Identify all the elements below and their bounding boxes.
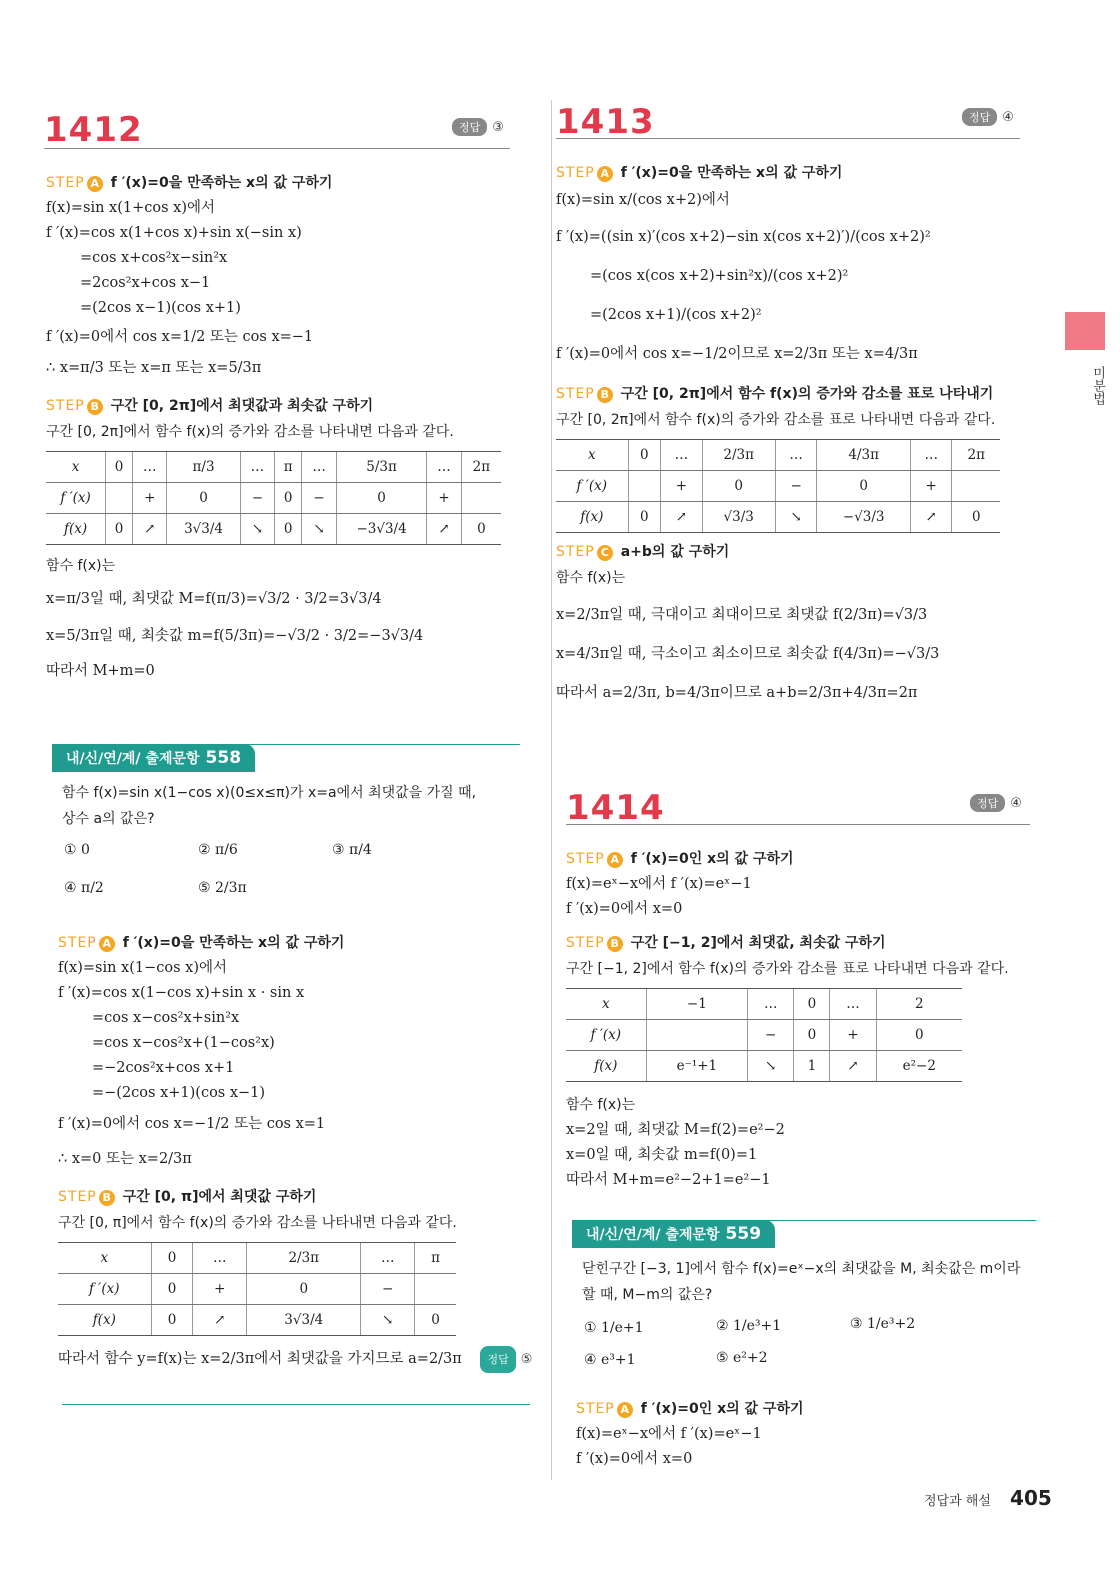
question-558 <box>62 780 522 832</box>
step-a <box>576 1398 1036 1418</box>
table-cell: ↘ <box>240 514 274 545</box>
question-text: 할 때, M−m의 값은? <box>582 1287 713 1303</box>
table-cell: + <box>193 1274 247 1305</box>
table-cell: + <box>133 483 167 514</box>
table-cell: − <box>240 483 274 514</box>
math-line: =(cos x(cos x+2)+sin²x)/(cos x+2)² <box>590 268 849 284</box>
column-divider <box>551 100 552 1480</box>
choice: ④ π/2 <box>64 880 104 896</box>
math-line: 따라서 M+m=0 <box>46 663 155 679</box>
step-letter-icon: A <box>99 936 115 952</box>
table-cell: ↗ <box>830 1051 876 1082</box>
step-label: STEP <box>566 851 605 867</box>
table-cell: 1 <box>794 1051 830 1082</box>
table-cell: 0 <box>106 452 133 483</box>
text-line: 함수 f(x)는 <box>556 570 626 586</box>
text-line: 함수 f(x)는 <box>46 558 116 574</box>
step-label: STEP <box>576 1401 615 1417</box>
step-title: 구간 [0, 2π]에서 최댓값과 최솟값 구하기 <box>110 398 374 414</box>
math-line: f(x)=eˣ−x에서 f ′(x)=eˣ−1 <box>576 1426 762 1442</box>
page-footer <box>924 1486 1052 1510</box>
math-line: =cos x+cos²x−sin²x <box>80 250 228 266</box>
answer-badge: 정답 ④ <box>970 794 1022 812</box>
solution-1412 <box>46 166 516 684</box>
question-text: 상수 a의 값은? <box>62 811 155 827</box>
increase-decrease-table <box>46 451 501 545</box>
table-cell: x <box>556 440 628 471</box>
math-line: =cos x−cos²x+sin²x <box>92 1010 240 1026</box>
table-cell: 0 <box>247 1274 361 1305</box>
choice: ④ e³+1 <box>584 1352 636 1368</box>
answer-badge: 정답 ③ <box>452 118 504 136</box>
math-line: =cos x−cos²x+(1−cos²x) <box>92 1035 275 1051</box>
table-cell: 2 <box>876 989 962 1020</box>
table-cell: 0 <box>628 502 661 533</box>
increase-decrease-table <box>556 439 1000 533</box>
table-cell: 4/3π <box>817 440 911 471</box>
step-b <box>58 1186 528 1206</box>
math-line: f ′(x)=0에서 x=0 <box>566 901 683 917</box>
step-title: 구간 [−1, 2]에서 최댓값, 최솟값 구하기 <box>630 935 886 951</box>
table-cell: f(x) <box>46 514 106 545</box>
math-line: f(x)=sin x(1+cos x)에서 <box>46 200 215 216</box>
step-label: STEP <box>46 175 85 191</box>
table-cell: … <box>427 452 461 483</box>
step-label: STEP <box>46 398 85 414</box>
footer-label: 정답과 해설 <box>924 1494 991 1509</box>
table-cell: 0 <box>794 989 830 1020</box>
table-cell: f ′(x) <box>566 1020 646 1051</box>
table-cell: ↘ <box>302 514 336 545</box>
problem-number: 1414 <box>566 788 665 828</box>
table-cell: … <box>910 440 952 471</box>
step-b <box>556 383 1026 403</box>
table-cell: 0 <box>794 1020 830 1051</box>
table-cell: f(x) <box>58 1305 151 1336</box>
table-cell: π/3 <box>167 452 240 483</box>
table-cell: 2π <box>952 440 1000 471</box>
math-line: f ′(x)=cos x(1−cos x)+sin x · sin x <box>58 985 305 1001</box>
step-title: 구간 [0, 2π]에서 함수 f(x)의 증가와 감소를 표로 나타내기 <box>620 386 994 402</box>
math-line: f ′(x)=0에서 cos x=1/2 또는 cos x=−1 <box>46 329 314 345</box>
table-cell: 0 <box>876 1020 962 1051</box>
table-cell: 0 <box>167 483 240 514</box>
related-question-banner: 내/신/연/계/ 출제문항 559 <box>572 1220 775 1248</box>
table-cell: + <box>661 471 703 502</box>
table-cell: − <box>302 483 336 514</box>
solution-558 <box>58 926 533 1373</box>
table-cell: f(x) <box>566 1051 646 1082</box>
step-letter-icon: B <box>99 1190 115 1206</box>
math-line: x=2일 때, 최댓값 M=f(2)=e²−2 <box>566 1122 785 1138</box>
step-title: f ′(x)=0을 만족하는 x의 값 구하기 <box>110 175 333 191</box>
choice: ① 1/e+1 <box>584 1320 644 1336</box>
step-b <box>566 932 1036 952</box>
table-cell: 0 <box>336 483 427 514</box>
step-label: STEP <box>566 935 605 951</box>
page-number: 405 <box>1010 1486 1052 1510</box>
table-cell: 0 <box>461 514 501 545</box>
math-line: f ′(x)=0에서 cos x=−1/2 또는 cos x=1 <box>58 1116 326 1132</box>
table-cell: e⁻¹+1 <box>646 1051 748 1082</box>
math-line: ∴ x=0 또는 x=2/3π <box>58 1151 192 1167</box>
table-cell: 2/3π <box>702 440 775 471</box>
increase-decrease-table <box>58 1242 456 1336</box>
table-cell: 0 <box>151 1274 193 1305</box>
table-intro: 구간 [0, π]에서 함수 f(x)의 증가와 감소를 나타내면 다음과 같다. <box>58 1215 457 1231</box>
table-cell: ↘ <box>748 1051 794 1082</box>
table-cell <box>415 1274 456 1305</box>
step-letter-icon: B <box>597 387 613 403</box>
step-letter-icon: A <box>607 852 623 868</box>
table-cell: 2/3π <box>247 1243 361 1274</box>
table-cell: … <box>240 452 274 483</box>
table-cell: ↘ <box>361 1305 415 1336</box>
table-cell: −3√3/4 <box>336 514 427 545</box>
table-cell: 0 <box>151 1305 193 1336</box>
table-cell: ↗ <box>193 1305 247 1336</box>
table-cell: f ′(x) <box>46 483 106 514</box>
table-cell: 0 <box>702 471 775 502</box>
table-cell: + <box>427 483 461 514</box>
table-cell: π <box>275 452 302 483</box>
table-cell: ↗ <box>910 502 952 533</box>
table-cell <box>646 1020 748 1051</box>
problem-number: 1412 <box>44 110 143 150</box>
step-label: STEP <box>58 935 97 951</box>
math-line: f ′(x)=0에서 x=0 <box>576 1451 693 1467</box>
choice: ③ π/4 <box>332 842 372 858</box>
problem-number: 1413 <box>556 102 655 142</box>
math-line: f ′(x)=0에서 cos x=−1/2이므로 x=2/3π 또는 x=4/3π <box>556 346 918 362</box>
math-line: 따라서 a=2/3π, b=4/3π이므로 a+b=2/3π+4/3π=2π <box>556 685 918 701</box>
step-a <box>58 932 528 952</box>
table-cell: … <box>775 440 817 471</box>
table-cell: … <box>193 1243 247 1274</box>
table-cell <box>628 471 661 502</box>
math-line: f ′(x)=((sin x)′(cos x+2)−sin x(cos x+2)′)/(cos x+2)² <box>556 229 931 245</box>
math-line: x=2/3π일 때, 극대이고 최대이므로 최댓값 f(2/3π)=√3/3 <box>556 607 928 623</box>
math-line: =(2cos x+1)/(cos x+2)² <box>590 307 762 323</box>
choice: ⑤ 2/3π <box>198 880 247 896</box>
math-line: f ′(x)=cos x(1+cos x)+sin x(−sin x) <box>46 225 302 241</box>
table-cell: π <box>415 1243 456 1274</box>
table-intro: 구간 [−1, 2]에서 함수 f(x)의 증가와 감소를 표로 나타내면 다음과 같다. <box>566 961 1009 977</box>
math-line: =2cos²x+cos x−1 <box>80 275 211 291</box>
step-label: STEP <box>58 1189 97 1205</box>
step-label: STEP <box>556 544 595 560</box>
math-line: =−(2cos x+1)(cos x−1) <box>92 1085 266 1101</box>
solution-1413 <box>556 156 1026 706</box>
table-cell: √3/3 <box>702 502 775 533</box>
table-cell: … <box>302 452 336 483</box>
increase-decrease-table <box>566 988 962 1082</box>
table-cell: 3√3/4 <box>167 514 240 545</box>
table-cell: … <box>830 989 876 1020</box>
math-line: x=4/3π일 때, 극소이고 최소이므로 최솟값 f(4/3π)=−√3/3 <box>556 646 940 662</box>
table-cell: … <box>661 440 703 471</box>
step-title: f ′(x)=0인 x의 값 구하기 <box>630 851 794 867</box>
math-line: x=0일 때, 최솟값 m=f(0)=1 <box>566 1147 758 1163</box>
table-cell <box>106 483 133 514</box>
step-title: a+b의 값 구하기 <box>620 544 730 560</box>
step-a <box>46 172 516 192</box>
step-letter-icon: A <box>617 1402 633 1418</box>
step-title: f ′(x)=0을 만족하는 x의 값 구하기 <box>122 935 345 951</box>
table-cell: x <box>566 989 646 1020</box>
table-cell: … <box>748 989 794 1020</box>
table-cell: 0 <box>151 1243 193 1274</box>
table-cell: … <box>361 1243 415 1274</box>
table-cell: 5/3π <box>336 452 427 483</box>
step-title: 구간 [0, π]에서 최댓값 구하기 <box>122 1189 317 1205</box>
step-b <box>46 395 516 415</box>
math-line: ∴ x=π/3 또는 x=π 또는 x=5/3π <box>46 360 262 376</box>
math-line: f(x)=sin x/(cos x+2)에서 <box>556 192 730 208</box>
table-cell: ↗ <box>427 514 461 545</box>
text-line: 함수 f(x)는 <box>566 1097 636 1113</box>
table-cell <box>952 471 1000 502</box>
table-cell: 0 <box>275 483 302 514</box>
math-line: =(2cos x−1)(cos x+1) <box>80 300 241 316</box>
step-label: STEP <box>556 165 595 181</box>
table-cell: + <box>830 1020 876 1051</box>
section-end-rule <box>62 1404 530 1405</box>
choice: ⑤ e²+2 <box>716 1350 768 1366</box>
step-a <box>556 162 1026 182</box>
choice: ② π/6 <box>198 842 238 858</box>
table-cell: − <box>775 471 817 502</box>
table-intro: 구간 [0, 2π]에서 함수 f(x)의 증가와 감소를 나타내면 다음과 같다. <box>46 424 454 440</box>
math-line: =−2cos²x+cos x+1 <box>92 1060 235 1076</box>
table-cell: f(x) <box>556 502 628 533</box>
choice: ① 0 <box>64 842 90 858</box>
step-letter-icon: A <box>87 176 103 192</box>
table-cell: x <box>58 1243 151 1274</box>
math-line: 따라서 M+m=e²−2+1=e²−1 <box>566 1172 771 1188</box>
table-cell: 3√3/4 <box>247 1305 361 1336</box>
table-cell: e²−2 <box>876 1051 962 1082</box>
banner-rule <box>52 744 520 745</box>
question-text: 닫힌구간 [−3, 1]에서 함수 f(x)=eˣ−x의 최댓값을 M, 최솟값은 m이라 <box>582 1261 1021 1277</box>
math-line: x=5/3π일 때, 최솟값 m=f(5/3π)=−√3/2 · 3/2=−3√3/4 <box>46 628 424 644</box>
table-cell: ↘ <box>775 502 817 533</box>
math-line: f(x)=eˣ−x에서 f ′(x)=eˣ−1 <box>566 876 752 892</box>
table-cell: − <box>361 1274 415 1305</box>
question-559 <box>582 1256 1042 1308</box>
table-cell: x <box>46 452 106 483</box>
table-cell: 0 <box>628 440 661 471</box>
math-line: f(x)=sin x(1−cos x)에서 <box>58 960 227 976</box>
choice: ③ 1/e³+2 <box>850 1316 916 1332</box>
chapter-tab <box>1065 312 1105 350</box>
step-label: STEP <box>556 386 595 402</box>
table-cell: −1 <box>646 989 748 1020</box>
table-cell: 2π <box>461 452 501 483</box>
solution-1414 <box>566 842 1036 1193</box>
table-intro: 구간 [0, 2π]에서 함수 f(x)의 증가와 감소를 표로 나타내면 다음과 같다. <box>556 412 996 428</box>
table-cell: f ′(x) <box>58 1274 151 1305</box>
step-title: f ′(x)=0인 x의 값 구하기 <box>640 1401 804 1417</box>
table-cell: − <box>748 1020 794 1051</box>
math-line: x=π/3일 때, 최댓값 M=f(π/3)=√3/2 · 3/2=3√3/4 <box>46 591 382 607</box>
table-cell: + <box>910 471 952 502</box>
step-letter-icon: B <box>607 936 623 952</box>
choice: ② 1/e³+1 <box>716 1318 782 1334</box>
step-c <box>556 541 1026 561</box>
table-cell: −√3/3 <box>817 502 911 533</box>
table-cell: 0 <box>817 471 911 502</box>
step-title: f ′(x)=0을 만족하는 x의 값 구하기 <box>620 165 843 181</box>
step-letter-icon: A <box>597 166 613 182</box>
table-cell: 0 <box>275 514 302 545</box>
step-letter-icon: C <box>597 545 613 561</box>
conclusion: 따라서 함수 y=f(x)는 x=2/3π에서 최댓값을 가지므로 a=2/3π 정답 ⑤ <box>58 1346 528 1373</box>
answer-badge: 정답 ④ <box>962 108 1014 126</box>
table-cell: 0 <box>415 1305 456 1336</box>
table-cell <box>461 483 501 514</box>
solution-559 <box>576 1392 1036 1472</box>
table-cell: ↗ <box>133 514 167 545</box>
banner-rule <box>572 1220 1036 1221</box>
chapter-label: 미분법 <box>1090 366 1105 405</box>
table-cell: ↗ <box>661 502 703 533</box>
table-cell: … <box>133 452 167 483</box>
related-question-banner: 내/신/연/계/ 출제문항 558 <box>52 744 255 772</box>
question-text: 함수 f(x)=sin x(1−cos x)(0≤x≤π)가 x=a에서 최댓값을 가질 때, <box>62 785 477 801</box>
table-cell: 0 <box>106 514 133 545</box>
table-cell: 0 <box>952 502 1000 533</box>
step-letter-icon: B <box>87 399 103 415</box>
step-a <box>566 848 1036 868</box>
table-cell: f ′(x) <box>556 471 628 502</box>
